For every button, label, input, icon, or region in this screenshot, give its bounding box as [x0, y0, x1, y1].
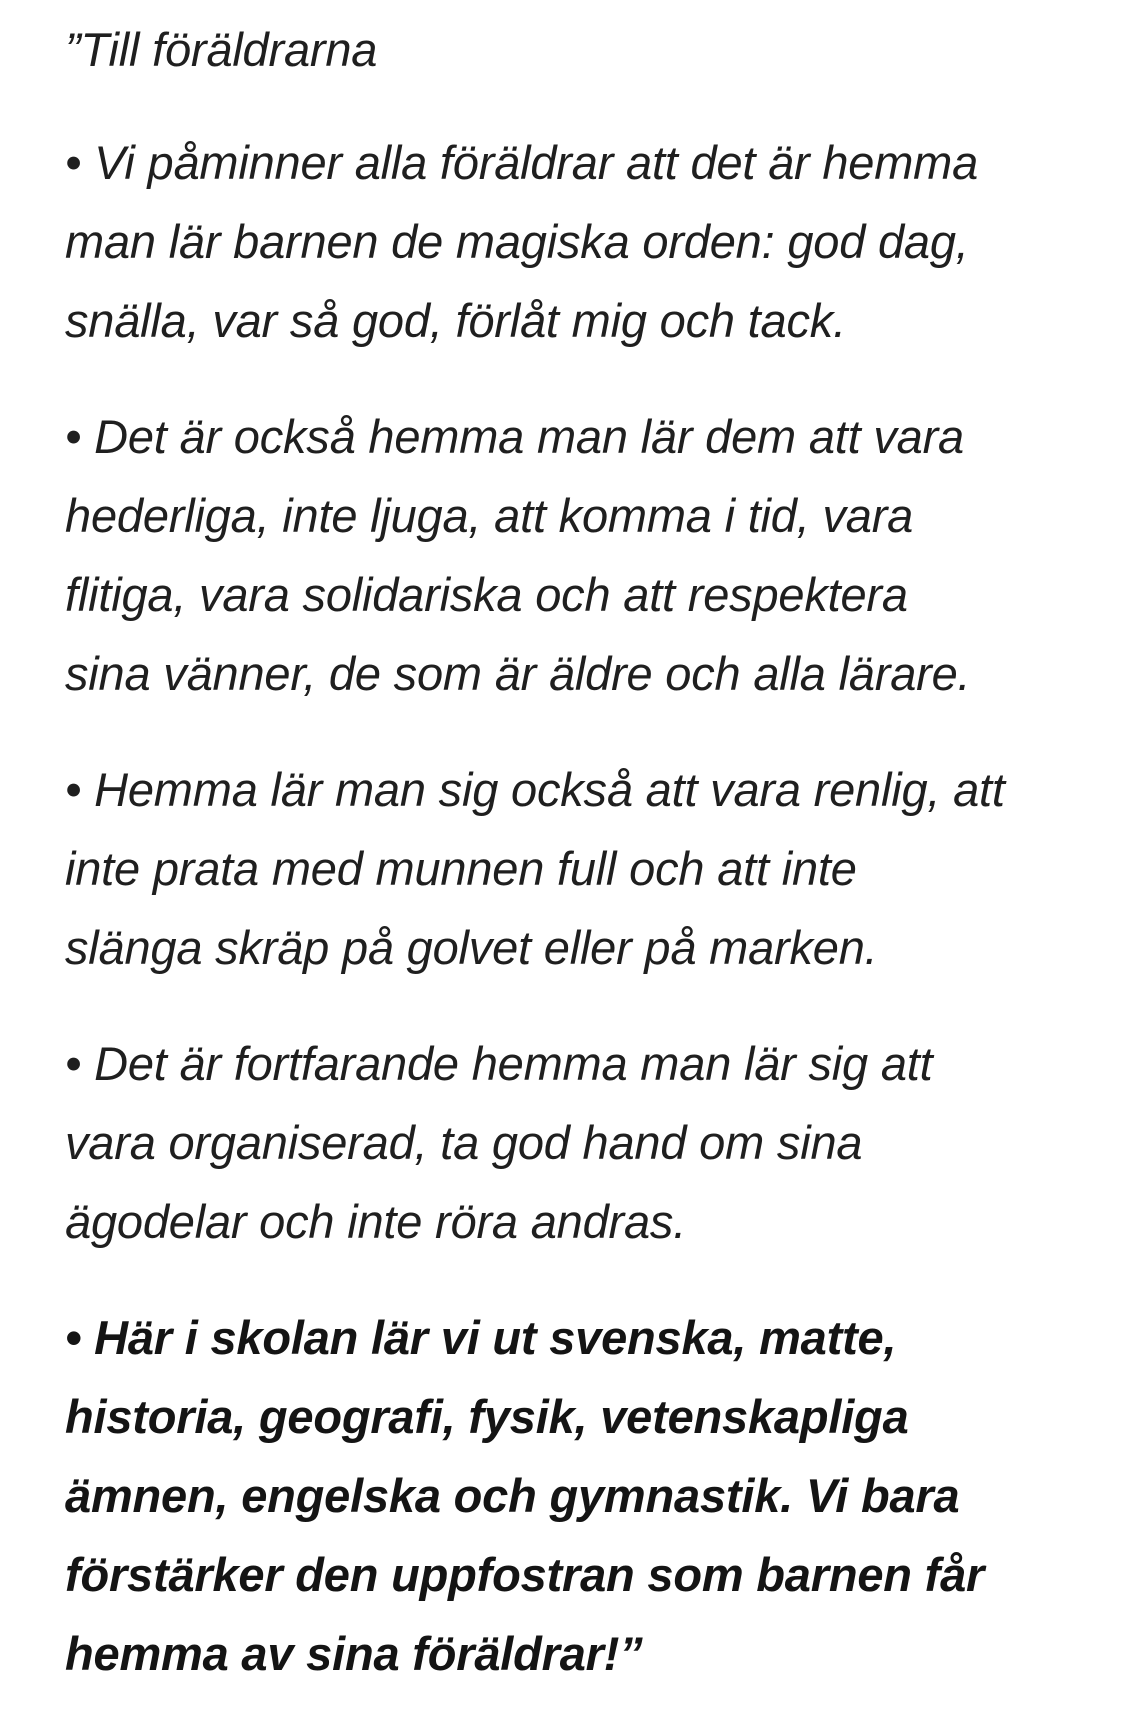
- paragraph-school-subjects: [65, 1298, 1105, 1693]
- paragraph-organisation: [65, 1024, 1105, 1261]
- paragraph-line: snälla, var så god, förlåt mig och tack.: [65, 294, 846, 347]
- paragraph-line: • Här i skolan lär vi ut svenska, matte,: [65, 1311, 897, 1364]
- paragraph-line: • Det är fortfarande hemma man lär sig att: [65, 1037, 933, 1090]
- paragraph-line: flitiga, vara solidariska och att respektera: [65, 568, 908, 621]
- document-title: ”Till föräldrarna: [65, 23, 378, 76]
- paragraph-line: • Hemma lär man sig också att vara renlig, att: [65, 763, 1005, 816]
- paragraph-line: man lär barnen de magiska orden: god dag,: [65, 215, 969, 268]
- paragraph-line: sina vänner, de som är äldre och alla lärare.: [65, 647, 971, 700]
- paragraph-line: slänga skräp på golvet eller på marken.: [65, 921, 878, 974]
- paragraph-line: hemma av sina föräldrar!”: [65, 1627, 643, 1680]
- paragraph-line: förstärker den uppfostran som barnen får: [65, 1548, 985, 1601]
- paragraph-line: inte prata med munnen full och att inte: [65, 842, 857, 895]
- document-body: [65, 10, 1105, 1730]
- paragraph-line: historia, geografi, fysik, vetenskapliga: [65, 1390, 909, 1443]
- paragraph-line: ämnen, engelska och gymnastik. Vi bara: [65, 1469, 960, 1522]
- paragraph-honesty: [65, 397, 1105, 713]
- paragraph-line: vara organiserad, ta god hand om sina: [65, 1116, 863, 1169]
- paragraph-line: • Det är också hemma man lär dem att vara: [65, 410, 964, 463]
- paragraph-line: ägodelar och inte röra andras.: [65, 1195, 687, 1248]
- paragraph-line: • Vi påminner alla föräldrar att det är hemma: [65, 136, 979, 189]
- paragraph-magic-words: [65, 123, 1105, 360]
- paragraph-line: hederliga, inte ljuga, att komma i tid, vara: [65, 489, 914, 542]
- paragraph-cleanliness: [65, 750, 1105, 987]
